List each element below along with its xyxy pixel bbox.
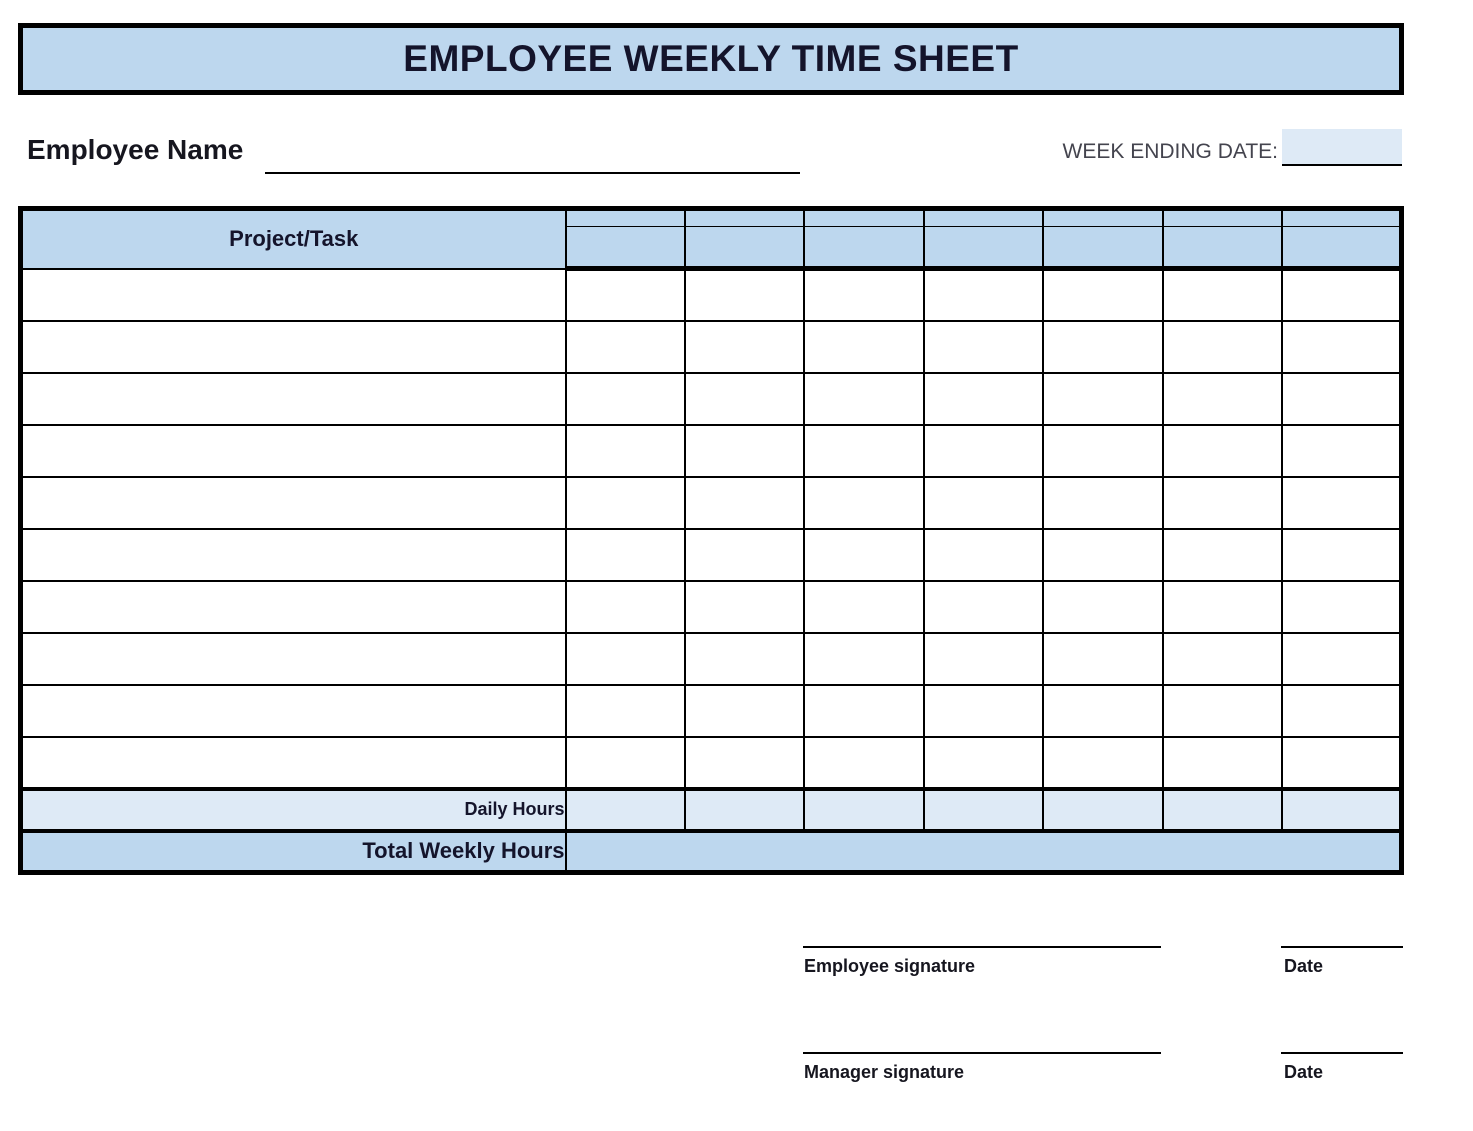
total-weekly-hours-label: Total Weekly Hours: [21, 831, 566, 873]
hours-cell[interactable]: [685, 529, 804, 581]
table-row: [21, 633, 1402, 685]
project-task-cell[interactable]: [21, 321, 566, 373]
daily-hours-label: Daily Hours: [21, 789, 566, 831]
hours-cell[interactable]: [804, 477, 923, 529]
employee-name-input[interactable]: [265, 140, 800, 174]
project-task-cell[interactable]: [21, 633, 566, 685]
table-row: [21, 373, 1402, 425]
day-name-cell[interactable]: [924, 209, 1043, 227]
hours-cell[interactable]: [924, 737, 1043, 789]
hours-cell[interactable]: [1043, 373, 1162, 425]
day-name-cell[interactable]: [1282, 209, 1401, 227]
project-task-cell[interactable]: [21, 269, 566, 321]
hours-cell[interactable]: [566, 581, 685, 633]
hours-cell[interactable]: [1163, 425, 1282, 477]
hours-cell[interactable]: [1043, 321, 1162, 373]
day-date-cell[interactable]: [1163, 227, 1282, 269]
project-task-cell[interactable]: [21, 477, 566, 529]
daily-hours-cell[interactable]: [566, 789, 685, 831]
hours-cell[interactable]: [1043, 581, 1162, 633]
manager-signature-label: Manager signature: [804, 1062, 965, 1082]
daily-hours-cell[interactable]: [1043, 789, 1162, 831]
day-date-cell[interactable]: [1282, 227, 1401, 269]
daily-hours-row: [21, 789, 1402, 831]
timesheet-table: [18, 206, 1404, 875]
day-name-cell[interactable]: [685, 209, 804, 227]
day-name-cell[interactable]: [1163, 209, 1282, 227]
hours-cell[interactable]: [1163, 373, 1282, 425]
hours-cell[interactable]: [685, 373, 804, 425]
hours-cell[interactable]: [1282, 581, 1401, 633]
page-title: EMPLOYEE WEEKLY TIME SHEET: [403, 38, 1019, 79]
hours-cell[interactable]: [685, 321, 804, 373]
hours-cell[interactable]: [1043, 477, 1162, 529]
hours-cell[interactable]: [1043, 685, 1162, 737]
table-row: [21, 321, 1402, 373]
hours-cell[interactable]: [566, 321, 685, 373]
table-row: [21, 685, 1402, 737]
day-date-cell[interactable]: [685, 227, 804, 269]
hours-cell[interactable]: [1043, 737, 1162, 789]
hours-cell[interactable]: [685, 425, 804, 477]
hours-cell[interactable]: [804, 633, 923, 685]
hours-cell[interactable]: [1163, 529, 1282, 581]
week-ending-date-label: WEEK ENDING DATE:: [1062, 140, 1278, 163]
hours-cell[interactable]: [685, 685, 804, 737]
hours-cell[interactable]: [1282, 685, 1401, 737]
hours-cell[interactable]: [1163, 737, 1282, 789]
hours-cell[interactable]: [566, 425, 685, 477]
table-row: [21, 581, 1402, 633]
daily-hours-cell[interactable]: [1282, 789, 1401, 831]
project-task-cell[interactable]: [21, 581, 566, 633]
hours-cell[interactable]: [1282, 529, 1401, 581]
hours-cell[interactable]: [1163, 321, 1282, 373]
hours-cell[interactable]: [804, 685, 923, 737]
employee-name-label: Employee Name: [27, 134, 244, 165]
hours-cell[interactable]: [924, 529, 1043, 581]
hours-cell[interactable]: [1282, 737, 1401, 789]
hours-cell[interactable]: [685, 633, 804, 685]
daily-hours-cell[interactable]: [685, 789, 804, 831]
day-name-header-row: [21, 209, 1402, 227]
day-name-cell[interactable]: [1043, 209, 1162, 227]
hours-cell[interactable]: [1043, 425, 1162, 477]
manager-signature-line[interactable]: [803, 1052, 1161, 1054]
hours-cell[interactable]: [685, 477, 804, 529]
project-task-header: Project/Task: [21, 209, 566, 269]
day-name-cell[interactable]: [804, 209, 923, 227]
hours-cell[interactable]: [804, 581, 923, 633]
table-row: [21, 425, 1402, 477]
hours-cell[interactable]: [924, 581, 1043, 633]
daily-hours-cell[interactable]: [1163, 789, 1282, 831]
project-task-cell[interactable]: [21, 373, 566, 425]
hours-cell[interactable]: [924, 321, 1043, 373]
project-task-cell[interactable]: [21, 737, 566, 789]
day-date-cell[interactable]: [1043, 227, 1162, 269]
project-task-cell[interactable]: [21, 425, 566, 477]
hours-cell[interactable]: [1282, 373, 1401, 425]
hours-cell[interactable]: [1282, 425, 1401, 477]
hours-cell[interactable]: [1163, 477, 1282, 529]
hours-cell[interactable]: [1163, 633, 1282, 685]
hours-cell[interactable]: [804, 373, 923, 425]
employee-date-label: Date: [1284, 956, 1324, 976]
project-task-cell[interactable]: [21, 529, 566, 581]
hours-cell[interactable]: [566, 633, 685, 685]
hours-cell[interactable]: [804, 737, 923, 789]
hours-cell[interactable]: [566, 477, 685, 529]
hours-cell[interactable]: [1163, 685, 1282, 737]
hours-cell[interactable]: [685, 737, 804, 789]
manager-date-line[interactable]: [1281, 1052, 1403, 1054]
hours-cell[interactable]: [1043, 269, 1162, 321]
hours-cell[interactable]: [924, 373, 1043, 425]
employee-date-line[interactable]: [1281, 946, 1403, 948]
hours-cell[interactable]: [1163, 581, 1282, 633]
project-task-cell[interactable]: [21, 685, 566, 737]
week-ending-date-input[interactable]: [1282, 129, 1402, 166]
hours-cell[interactable]: [804, 269, 923, 321]
total-weekly-hours-row: [21, 831, 1402, 873]
hours-cell[interactable]: [804, 321, 923, 373]
day-date-cell[interactable]: [804, 227, 923, 269]
daily-hours-cell[interactable]: [924, 789, 1043, 831]
hours-cell[interactable]: [804, 529, 923, 581]
hours-cell[interactable]: [566, 529, 685, 581]
hours-cell[interactable]: [685, 581, 804, 633]
daily-hours-cell[interactable]: [804, 789, 923, 831]
hours-cell[interactable]: [924, 477, 1043, 529]
employee-signature-label: Employee signature: [804, 956, 976, 976]
hours-cell[interactable]: [1282, 321, 1401, 373]
hours-cell[interactable]: [924, 685, 1043, 737]
hours-cell[interactable]: [1282, 477, 1401, 529]
hours-cell[interactable]: [924, 425, 1043, 477]
day-date-cell[interactable]: [566, 227, 685, 269]
hours-cell[interactable]: [566, 269, 685, 321]
table-row: [21, 269, 1402, 321]
title-bar: [18, 23, 1404, 95]
hours-cell[interactable]: [924, 269, 1043, 321]
hours-cell[interactable]: [685, 269, 804, 321]
hours-cell[interactable]: [804, 425, 923, 477]
day-name-cell[interactable]: [566, 209, 685, 227]
hours-cell[interactable]: [1043, 529, 1162, 581]
hours-cell[interactable]: [1043, 633, 1162, 685]
table-row: [21, 477, 1402, 529]
hours-cell[interactable]: [1282, 633, 1401, 685]
manager-date-label: Date: [1284, 1062, 1324, 1082]
hours-cell[interactable]: [924, 633, 1043, 685]
table-row: [21, 529, 1402, 581]
hours-cell[interactable]: [1282, 269, 1401, 321]
total-weekly-hours-cell[interactable]: [566, 831, 1402, 873]
hours-cell[interactable]: [566, 373, 685, 425]
employee-signature-line[interactable]: [803, 946, 1161, 948]
hours-cell[interactable]: [566, 737, 685, 789]
day-date-cell[interactable]: [924, 227, 1043, 269]
hours-cell[interactable]: [566, 685, 685, 737]
hours-cell[interactable]: [1163, 269, 1282, 321]
table-row: [21, 737, 1402, 789]
